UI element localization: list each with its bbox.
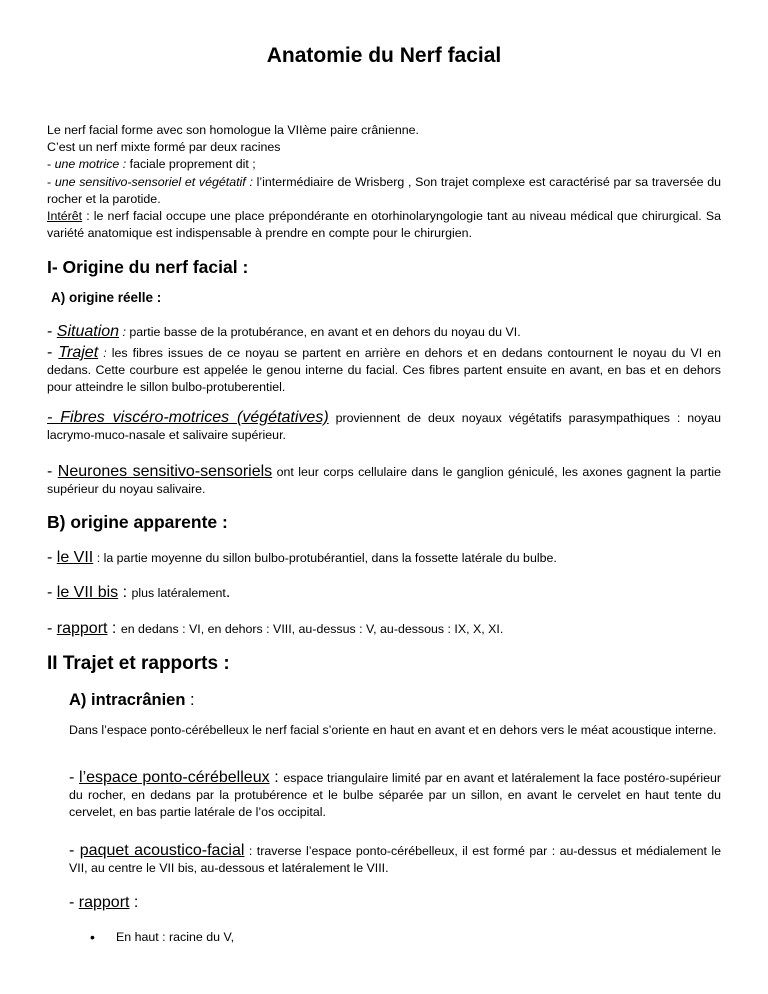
dash: -: [47, 174, 55, 189]
section-2a-title: A) intracrânien: [69, 691, 186, 709]
intro-paragraph: [47, 122, 721, 242]
section-1a-heading: A) origine réelle :: [51, 290, 162, 305]
neurones-text: ont leur corps cellulaire dans le ganglion géniculé, les axones gagnent la partie supérieur du noyau salivaire.: [47, 465, 721, 497]
neurones-item: [47, 463, 721, 498]
dash: -: [69, 842, 80, 859]
viibis-item: [47, 584, 721, 602]
situation-sep: :: [119, 325, 126, 339]
rapport-sep: :: [107, 620, 121, 637]
fibres-text: proviennent de deux noyaux végétatifs parasympathiques : noyau lacrymo-muco-nasale et salivaire supérieur.: [47, 411, 721, 443]
situation-item: [47, 323, 721, 341]
rapport-label: rapport: [56, 620, 108, 637]
rapport-2-sep: :: [129, 894, 139, 911]
section-1b-heading: B) origine apparente :: [47, 512, 228, 532]
document-title: Anatomie du Nerf facial: [266, 44, 502, 67]
espace-item: [69, 769, 721, 822]
section-2a-heading: [69, 691, 195, 710]
root-motor-text: faciale proprement dit ;: [126, 157, 256, 172]
section-2a-sep: :: [185, 691, 195, 709]
intro-line-4: [47, 174, 721, 208]
dash: -: [69, 894, 79, 911]
intro-line-2: C’est un nerf mixte formé par deux racines: [47, 140, 281, 155]
list-item: • En haut : racine du V,: [90, 930, 234, 944]
viibis-sep: :: [118, 584, 132, 601]
dash: -: [69, 769, 80, 786]
trajet-text: les fibres issues de ce noyau se partent en arrière en dehors et en dedans contournent le noyau du VI en dedans. Cette courbure est appelée le genou interne du facial. Ces fibres partent ensuite en avant, en bas et en dehors pour atteindre le sillon bulbo-protuberentiel.: [47, 346, 722, 395]
dash: -: [47, 549, 57, 566]
dash: -: [47, 344, 59, 361]
intro-line-5: [47, 208, 721, 242]
rapport-2-label: rapport: [78, 894, 130, 911]
dash: -: [47, 584, 57, 601]
root-sensory-text: l’intermédiaire de Wrisberg , Son trajet complexe est caractérisé par sa traversée du rocher et la parotide.: [47, 174, 722, 206]
viibis-text: plus latéralement: [131, 586, 226, 600]
fibres-item: [47, 409, 721, 444]
paquet-text: : traverse l’espace ponto-cérébelleux, il est formé par : au-dessus et médialement le VII, au centre le VII bis, au-dessous et latéralement le VIII.: [69, 844, 722, 876]
situation-label: Situation: [56, 323, 120, 340]
dash: -: [47, 620, 57, 637]
rapport-2-item: [69, 894, 721, 912]
viibis-label: le VII bis: [56, 584, 119, 601]
neurones-label: Neurones sensitivo-sensoriels: [57, 463, 273, 480]
section-1-heading: I- Origine du nerf facial :: [47, 257, 249, 277]
vii-text: : la partie moyenne du sillon bulbo-protubérantiel, dans la fossette latérale du bulbe.: [93, 551, 557, 565]
viibis-end: .: [225, 584, 231, 601]
situation-text: partie basse de la protubérance, en avant et en dehors du noyau du VI.: [125, 325, 521, 339]
section-2-heading: II Trajet et rapports :: [47, 653, 230, 674]
rapport-bullet-list: [90, 930, 234, 944]
intro-line-3: [47, 156, 721, 173]
dash: -: [47, 323, 57, 340]
interet-text: : le nerf facial occupe une place prépondérante en otorhinolaryngologie tant au niveau médical que chirurgical. Sa variété anatomique est indispensable à prendre en compte pour le chirurgien.: [47, 209, 721, 241]
interet-label: Intérêt: [47, 209, 83, 224]
paquet-item: [69, 842, 721, 877]
vii-label: le VII: [56, 549, 94, 566]
espace-sep: :: [269, 769, 284, 786]
fibres-label: - Fibres viscéro-motrices (végétatives): [47, 409, 329, 426]
trajet-sep: :: [98, 346, 107, 360]
intro-line-1: Le nerf facial forme avec son homologue la VIIème paire crânienne.: [47, 123, 419, 137]
vii-item: [47, 549, 721, 567]
espace-label: l’espace ponto-cérébelleux: [79, 769, 270, 786]
paquet-label: paquet acoustico-facial: [79, 842, 245, 859]
espace-text: espace triangulaire limité par en avant et latéralement la face postéro-supérieur du rocher, en dedans par la protubérence et le bulbe séparée par un sillon, en avant le cervelet en haut tente du cervelet, en bas partie latérale de l’os occipital.: [69, 771, 722, 820]
trajet-item: [47, 344, 721, 397]
rapport-text: en dedans : VI, en dehors : VIII, au-dessus : V, au-dessous : IX, X, XI.: [120, 622, 504, 636]
rapport-item: [47, 620, 721, 638]
dash: -: [47, 463, 58, 480]
dash: -: [47, 157, 55, 172]
root-sensory-label: une sensitivo-sensoriel et végétatif :: [54, 174, 253, 189]
intracranial-paragraph: Dans l’espace ponto-cérébelleux le nerf facial s’oriente en haut en avant et en dehors vers le méat acoustique interne.: [69, 723, 717, 737]
root-motor-label: une motrice :: [54, 157, 127, 172]
trajet-label: Trajet: [58, 344, 99, 361]
